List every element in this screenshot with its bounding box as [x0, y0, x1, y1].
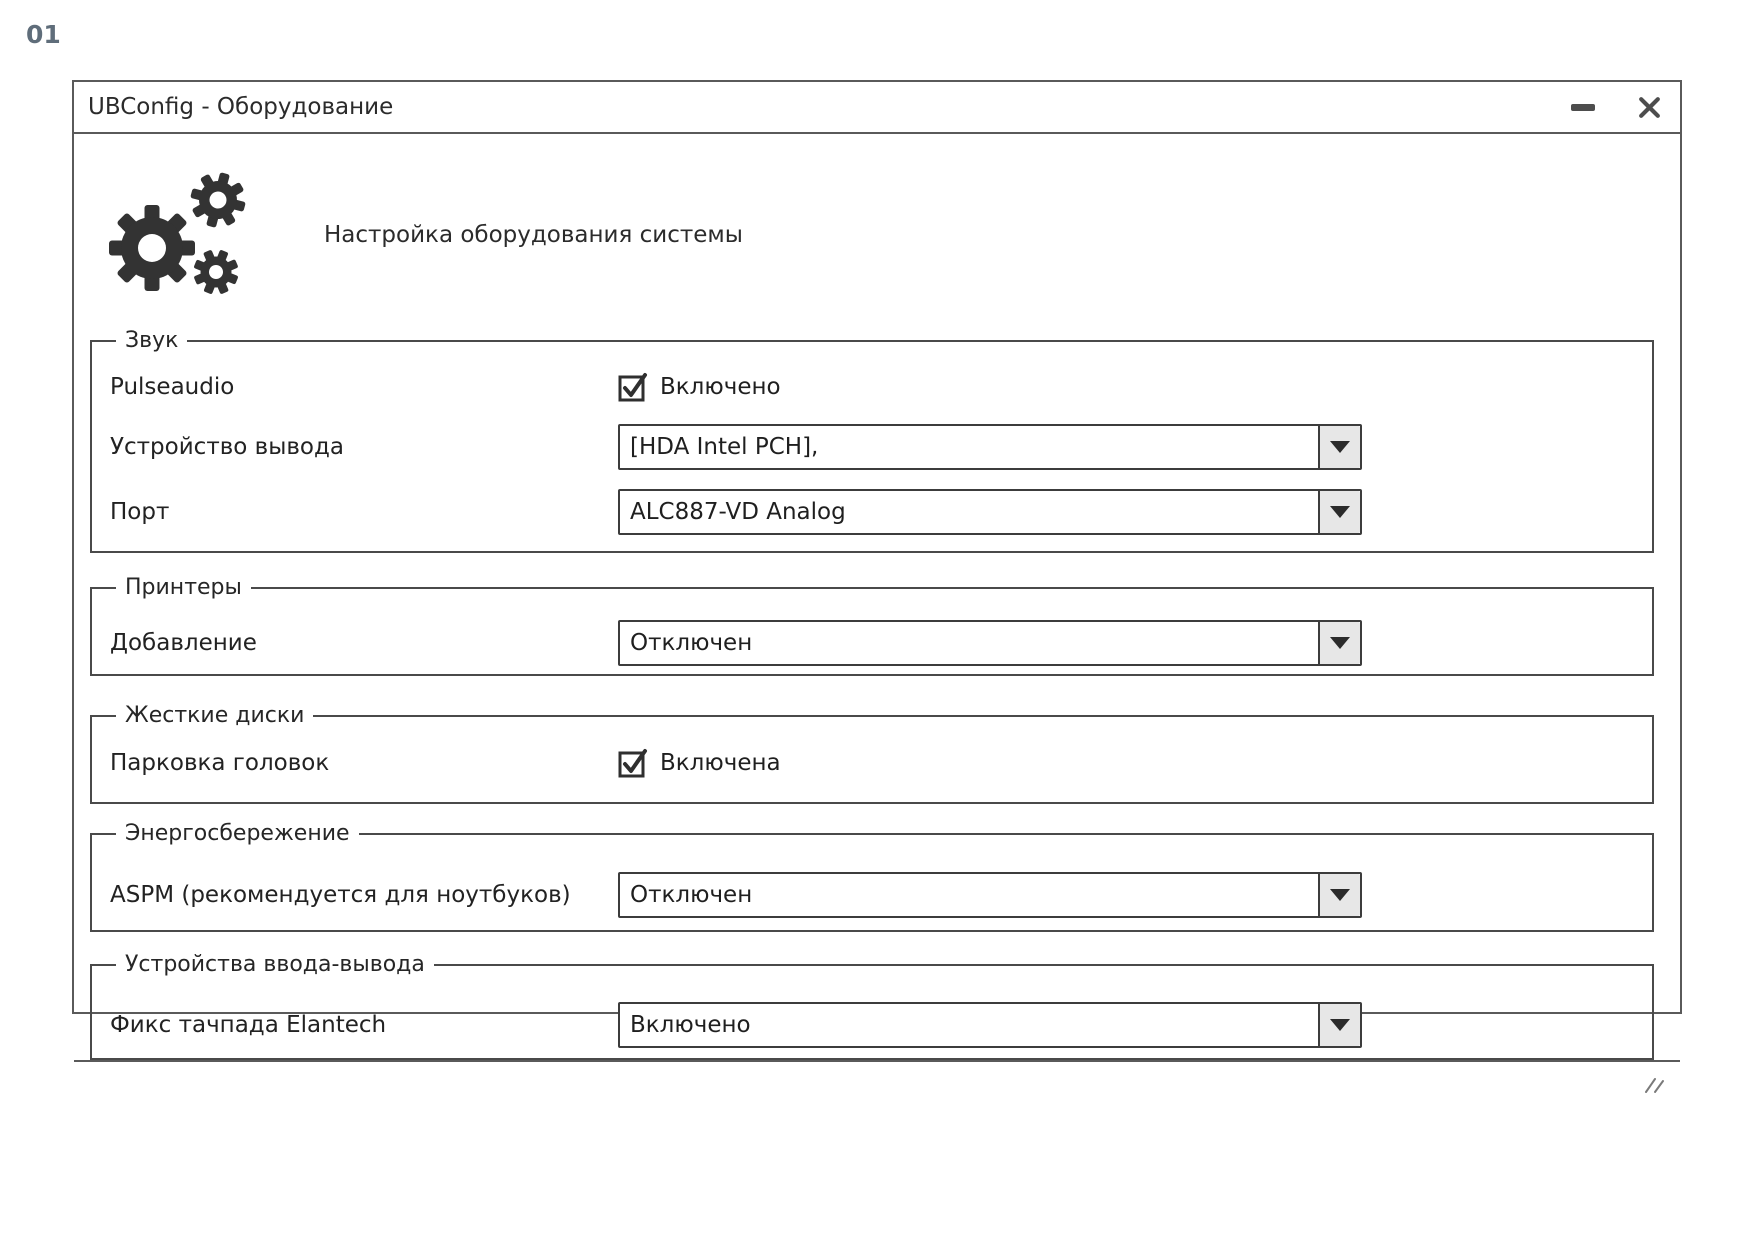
minimize-icon [1571, 104, 1595, 111]
group-sound [90, 328, 1654, 553]
checkbox-checked-icon [618, 372, 648, 402]
dropdown-arrow-button[interactable] [1318, 622, 1360, 664]
content-area [74, 134, 1680, 1060]
arrow-down-icon [1330, 441, 1350, 453]
checkbox-caption: Включена [660, 750, 781, 776]
group-hard-disks [90, 703, 1654, 804]
group-power-saving [90, 821, 1654, 932]
aspm-dropdown[interactable] [618, 872, 1362, 918]
title-bar [74, 82, 1680, 134]
row-label: Устройство вывода [110, 434, 344, 460]
dropdown-value: Включено [630, 1012, 751, 1038]
row-label: Pulseaudio [110, 374, 235, 400]
dropdown-value: Отключен [630, 630, 753, 656]
arrow-down-icon [1330, 637, 1350, 649]
row-aspm [110, 872, 1634, 918]
figure-label: 01 [26, 20, 61, 49]
dropdown-value: Отключен [630, 882, 753, 908]
group-printers-legend: Принтеры [125, 575, 242, 600]
row-label: Парковка головок [110, 750, 330, 776]
elantech-fix-dropdown[interactable] [618, 1002, 1362, 1048]
minimize-button[interactable] [1568, 90, 1598, 124]
ubconfig-window [72, 80, 1682, 1038]
dropdown-arrow-button[interactable] [1318, 426, 1360, 468]
close-button[interactable] [1634, 90, 1664, 124]
status-bar [74, 1060, 1680, 1106]
port-dropdown[interactable] [618, 489, 1362, 535]
window-title: UBConfig - Оборудование [88, 94, 394, 120]
printer-add-dropdown[interactable] [618, 620, 1362, 666]
group-io-devices [90, 952, 1654, 1060]
checkbox-caption: Включено [660, 374, 781, 400]
group-hard-disks-legend: Жесткие диски [125, 703, 305, 728]
row-pulseaudio [110, 367, 1634, 407]
dropdown-arrow-button[interactable] [1318, 874, 1360, 916]
row-label: Добавление [110, 630, 257, 656]
row-head-parking [110, 743, 1634, 783]
header-row [90, 134, 1654, 310]
row-label: ASPM (рекомендуется для ноутбуков) [110, 882, 571, 908]
group-power-saving-legend: Энергосбережение [125, 821, 350, 846]
output-device-dropdown[interactable] [618, 424, 1362, 470]
close-icon [1637, 95, 1662, 120]
row-printer-add [110, 620, 1634, 666]
dropdown-arrow-button[interactable] [1318, 491, 1360, 533]
row-label: Фикс тачпада Elantech [110, 1012, 387, 1038]
dropdown-arrow-button[interactable] [1318, 1004, 1360, 1046]
resize-grip-icon[interactable] [1642, 1074, 1666, 1094]
row-port [110, 489, 1634, 535]
row-elantech-fix [110, 1002, 1634, 1048]
dropdown-value: [HDA Intel PCH], [630, 434, 819, 460]
arrow-down-icon [1330, 506, 1350, 518]
pulseaudio-checkbox[interactable] [618, 372, 781, 402]
gears-icon [106, 166, 258, 304]
checkbox-checked-icon [618, 748, 648, 778]
head-parking-checkbox[interactable] [618, 748, 781, 778]
group-sound-legend: Звук [125, 328, 179, 353]
header-description: Настройка оборудования системы [324, 222, 743, 248]
row-label: Порт [110, 499, 170, 525]
dropdown-value: ALC887-VD Analog [630, 499, 846, 525]
arrow-down-icon [1330, 1019, 1350, 1031]
group-io-devices-legend: Устройства ввода-вывода [125, 952, 425, 977]
row-output-device [110, 424, 1634, 470]
arrow-down-icon [1330, 889, 1350, 901]
group-printers [90, 575, 1654, 676]
